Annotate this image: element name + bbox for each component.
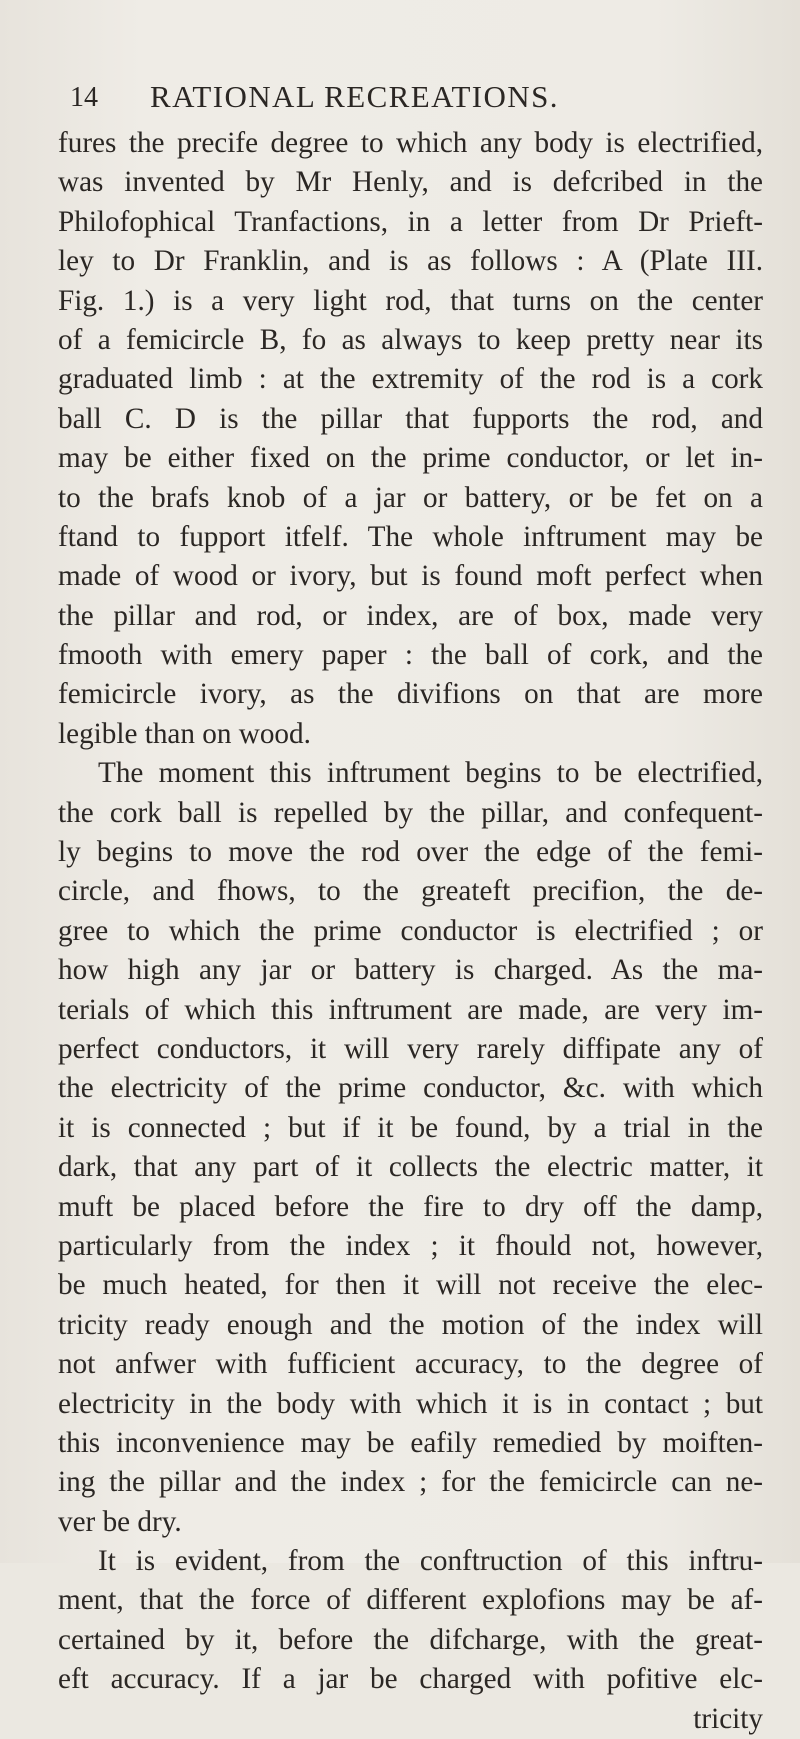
catchword: tricity xyxy=(693,1702,763,1735)
text-line: not anfwer with fufficient accuracy, to the degree of xyxy=(58,1348,763,1381)
text-line: the electricity of the prime conductor, &c. with which xyxy=(58,1072,763,1105)
text-line: be much heated, for then it will not receive the elec- xyxy=(58,1269,763,1302)
text-line: was invented by Mr Henly, and is defcribed in the xyxy=(58,166,763,199)
text-line: Fig. 1.) is a very light rod, that turns on the center xyxy=(58,284,763,317)
text-line: ley to Dr Franklin, and is as follows : A (Plate III. xyxy=(58,245,763,278)
text-line: ly begins to move the rod over the edge of the femi- xyxy=(58,836,763,869)
paragraph-end-line: legible than on wood. xyxy=(58,717,311,750)
text-line: muft be placed before the fire to dry off the damp, xyxy=(58,1190,763,1223)
text-line: Philofophical Tranfactions, in a letter from Dr Prieft- xyxy=(58,205,763,238)
text-line: ment, that the force of different explofions may be af- xyxy=(58,1584,763,1617)
text-line: fures the precife degree to which any body is electrified, xyxy=(58,127,763,159)
body-text xyxy=(58,124,763,1739)
text-line: to the brafs knob of a jar or battery, or be fet on a xyxy=(58,481,763,514)
text-line: may be either fixed on the prime conductor, or let in- xyxy=(58,442,763,475)
text-line: ball C. D is the pillar that fupports the rod, and xyxy=(58,402,763,435)
text-line: ing the pillar and the index ; for the femicircle can ne- xyxy=(58,1466,763,1499)
paragraph-start-line: The moment this inftrument begins to be electrified, xyxy=(98,757,763,790)
text-line: fmooth with emery paper : the ball of cork, and the xyxy=(58,639,763,672)
text-line: the cork ball is repelled by the pillar, and confequent- xyxy=(58,796,763,829)
text-line: dark, that any part of it collects the electric matter, it xyxy=(58,1151,763,1184)
text-line: particularly from the index ; it fhould not, however, xyxy=(58,1229,763,1262)
text-line: graduated limb : at the extremity of the rod is a cork xyxy=(58,363,763,396)
text-line: eft accuracy. If a jar be charged with pofitive elc- xyxy=(58,1663,763,1696)
text-line: terials of which this inftrument are made, are very im- xyxy=(58,993,763,1026)
text-line: tricity ready enough and the motion of the index will xyxy=(58,1308,763,1341)
text-line: of a femicircle B, fo as always to keep pretty near its xyxy=(58,323,763,356)
text-line: femicircle ivory, as the divifions on that are more xyxy=(58,678,763,711)
text-line: electricity in the body with which it is in contact ; but xyxy=(58,1387,763,1420)
text-line: made of wood or ivory, but is found moft perfect when xyxy=(58,560,763,593)
page-number: 14 xyxy=(70,82,98,113)
text-line: circle, and fhows, to the greateft precifion, the de- xyxy=(58,875,763,908)
page-header xyxy=(70,78,720,118)
text-line: how high any jar or battery is charged. As the ma- xyxy=(58,954,763,987)
text-line: certained by it, before the difcharge, with the great- xyxy=(58,1623,763,1656)
text-line: perfect conductors, it will very rarely diffipate any of xyxy=(58,1032,763,1065)
text-line: the pillar and rod, or index, are of box, made very xyxy=(58,599,763,632)
running-head: RATIONAL RECREATIONS. xyxy=(150,79,559,114)
paragraph-start-line: It is evident, from the conftruction of this inftru- xyxy=(98,1545,763,1578)
text-line: ftand to fupport itfelf. The whole inftrument may be xyxy=(58,520,763,553)
text-line: gree to which the prime conductor is electrified ; or xyxy=(58,914,763,947)
paragraph-end-line: ver be dry. xyxy=(58,1505,182,1538)
text-line: this inconvenience may be eafily remedied by moiften- xyxy=(58,1426,763,1459)
text-line: it is connected ; but if it be found, by a trial in the xyxy=(58,1111,763,1144)
